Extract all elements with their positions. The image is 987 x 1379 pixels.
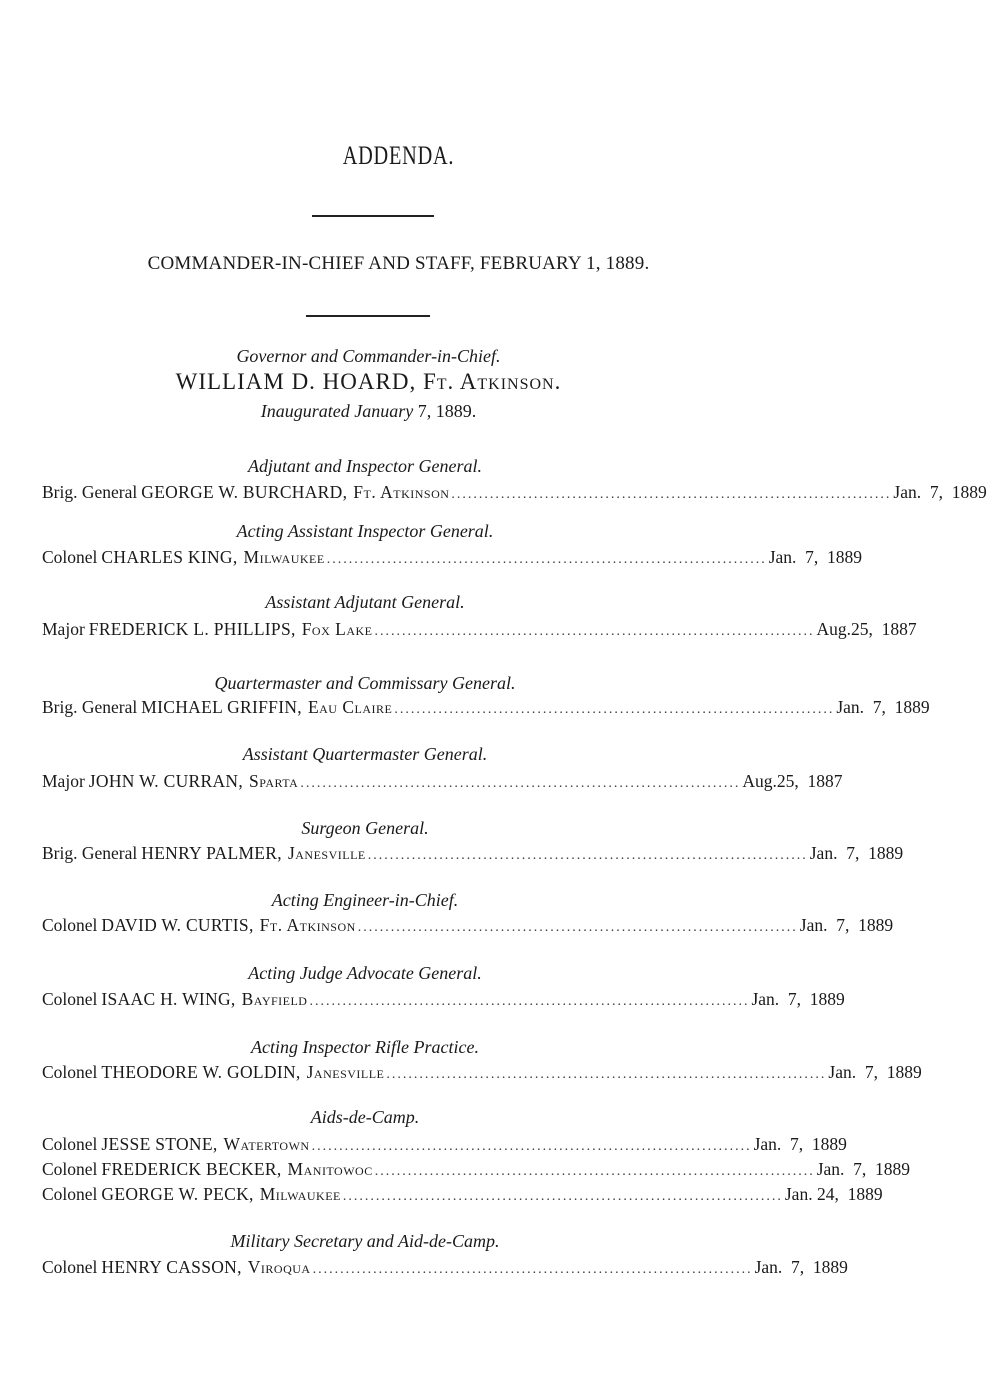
leader-dots: ................................................................................: [394, 702, 835, 717]
entry-place: Ft. Atkinson: [353, 482, 450, 502]
leader-dots: ................................................................................: [357, 920, 798, 935]
leader-dots: ................................................................................: [326, 552, 767, 567]
entry-name: DAVID W. CURTIS,: [101, 915, 254, 935]
section-title: Adjutant and Inspector General.: [248, 456, 482, 476]
section-title: Acting Engineer-in-Chief.: [271, 890, 459, 910]
staff-entry: [42, 1062, 922, 1084]
entry-place: Ft. Atkinson: [259, 915, 356, 935]
entry-name: HENRY PALMER,: [141, 843, 282, 863]
section-title: Assistant Quartermaster General.: [242, 744, 488, 764]
entry-place: Watertown: [223, 1134, 310, 1154]
governor-place: Ft. Atkinson.: [422, 369, 562, 394]
entry-name: FREDERICK L. PHILLIPS,: [88, 619, 296, 639]
entry-place: Manitowoc: [287, 1159, 373, 1179]
entry-rank: Major: [42, 771, 85, 791]
inaugurated-date: 7, 1889.: [417, 401, 477, 421]
entry-name: CHARLES KING,: [101, 547, 238, 567]
entry-place: Sparta: [249, 771, 299, 791]
section-title: Quartermaster and Commissary General.: [214, 673, 516, 693]
entry-rank: Brig. General: [42, 697, 138, 717]
entry-date: Jan. 7, 1889: [753, 1134, 847, 1154]
entry-place: Milwaukee: [243, 547, 325, 567]
entry-date: Jan. 7, 1889: [893, 482, 987, 502]
staff-entry: [42, 1184, 883, 1206]
section-title: Assistant Adjutant General.: [265, 592, 465, 612]
section-title: Aids-de-Camp.: [310, 1107, 420, 1127]
staff-entry: [42, 1257, 848, 1279]
staff-entry: [42, 843, 904, 865]
entry-date: Jan. 7, 1889: [816, 1159, 911, 1179]
entry-place: Bayfield: [241, 989, 308, 1009]
entry-place: Janesville: [287, 843, 366, 863]
page-subtitle: COMMANDER-IN-CHIEF AND STAFF, FEBRUARY 1, 1889.: [147, 253, 650, 274]
staff-entry: [42, 547, 863, 569]
entry-place: Janesville: [306, 1062, 385, 1082]
governor-name: WILLIAM D. HOARD,: [175, 369, 417, 394]
entry-name: JESSE STONE,: [101, 1134, 218, 1154]
staff-entry: [42, 1134, 847, 1156]
entry-rank: Colonel: [42, 915, 98, 935]
inaugurated-label: Inaugurated January: [260, 401, 414, 421]
entry-place: Milwaukee: [259, 1184, 341, 1204]
entry-date: Aug.25, 1887: [816, 619, 917, 639]
entry-name: THEODORE W. GOLDIN,: [101, 1062, 301, 1082]
entry-date: Jan. 7, 1889: [836, 697, 930, 717]
entry-name: GEORGE W. PECK,: [101, 1184, 254, 1204]
staff-entry: [42, 697, 930, 719]
staff-entry: [42, 482, 987, 504]
section-title: Military Secretary and Aid-de-Camp.: [230, 1231, 500, 1251]
entry-rank: Colonel: [42, 547, 98, 567]
entry-rank: Brig. General: [42, 843, 138, 863]
entry-date: Jan. 7, 1889: [768, 547, 863, 567]
section-title: Acting Judge Advocate General.: [248, 963, 482, 983]
leader-dots: ................................................................................: [367, 848, 808, 863]
entry-rank: Colonel: [42, 1134, 98, 1154]
entry-date: Jan. 24, 1889: [784, 1184, 883, 1204]
staff-entry: [42, 989, 845, 1011]
staff-entry: [42, 771, 843, 793]
governor-name-line: [0, 369, 767, 395]
governor-office: Governor and Commander-in-Chief.: [236, 346, 501, 366]
leader-dots: ................................................................................: [309, 994, 750, 1009]
entry-rank: Colonel: [42, 989, 98, 1009]
leader-dots: ................................................................................: [386, 1067, 827, 1082]
section-title: Surgeon General.: [301, 818, 429, 838]
entry-date: Jan. 7, 1889: [809, 843, 904, 863]
leader-dots: ................................................................................: [451, 487, 892, 502]
section-title: Acting Assistant Inspector General.: [236, 521, 494, 541]
governor-inauguration: [0, 401, 767, 422]
divider-rule: [306, 315, 430, 317]
entry-name: FREDERICK BECKER,: [101, 1159, 282, 1179]
entry-rank: Colonel: [42, 1257, 98, 1277]
entry-name: ISAAC H. WING,: [101, 989, 236, 1009]
staff-entry: [42, 619, 917, 641]
leader-dots: ................................................................................: [374, 1164, 815, 1179]
leader-dots: ................................................................................: [374, 624, 815, 639]
leader-dots: ................................................................................: [342, 1189, 783, 1204]
entry-name: MICHAEL GRIFFIN,: [141, 697, 302, 717]
entry-date: Jan. 7, 1889: [751, 989, 845, 1009]
staff-entry: [42, 915, 894, 937]
entry-name: JOHN W. CURRAN,: [88, 771, 244, 791]
entry-rank: Brig. General: [42, 482, 138, 502]
staff-entry: [42, 1159, 911, 1181]
entry-rank: Major: [42, 619, 85, 639]
entry-place: Eau Claire: [307, 697, 393, 717]
leader-dots: ................................................................................: [312, 1262, 753, 1277]
entry-rank: Colonel: [42, 1062, 98, 1082]
entry-date: Aug.25, 1887: [742, 771, 843, 791]
entry-place: Fox Lake: [301, 619, 373, 639]
section-title: Acting Inspector Rifle Practice.: [251, 1037, 479, 1057]
entry-date: Jan. 7, 1889: [799, 915, 894, 935]
entry-name: HENRY CASSON,: [101, 1257, 242, 1277]
leader-dots: ................................................................................: [300, 776, 741, 791]
entry-rank: Colonel: [42, 1184, 98, 1204]
entry-date: Jan. 7, 1889: [754, 1257, 848, 1277]
entry-name: GEORGE W. BURCHARD,: [141, 482, 348, 502]
page-title: ADDENDA.: [342, 141, 455, 170]
leader-dots: ................................................................................: [311, 1139, 752, 1154]
divider-rule: [312, 215, 434, 217]
entry-rank: Colonel: [42, 1159, 98, 1179]
entry-date: Jan. 7, 1889: [828, 1062, 922, 1082]
entry-place: Viroqua: [247, 1257, 311, 1277]
